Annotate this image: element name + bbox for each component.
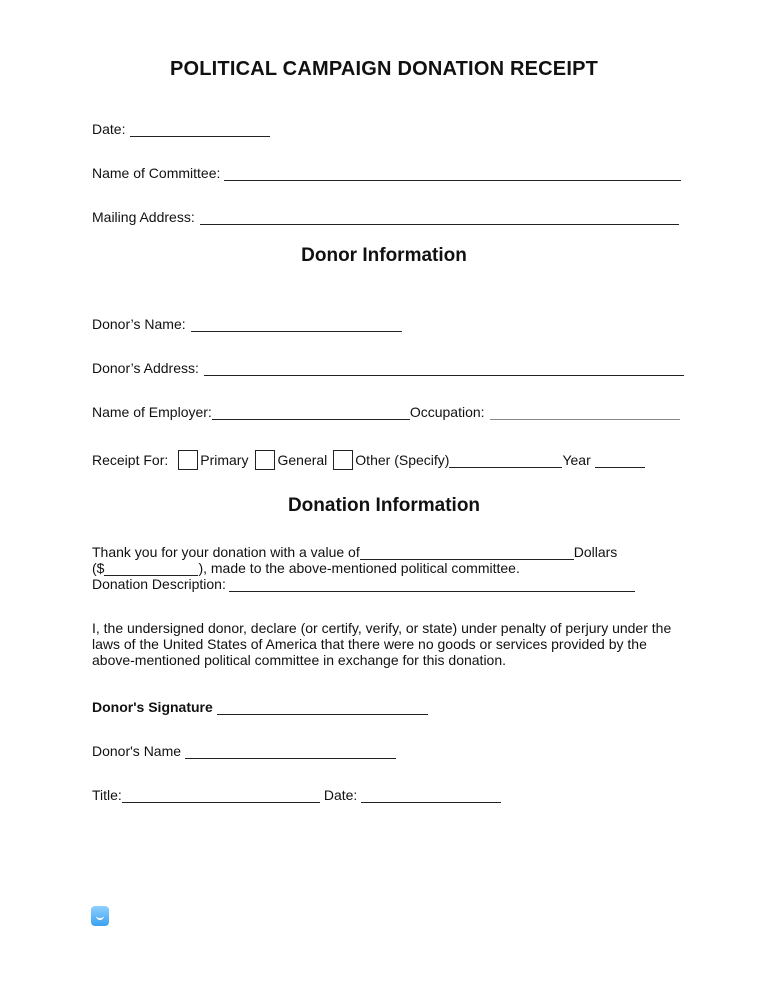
general-option-label: General	[277, 452, 328, 468]
title-date-row	[92, 787, 501, 803]
description-label: Donation Description:	[92, 576, 226, 592]
date-label: Date:	[92, 121, 126, 137]
thanks-text: Thank you for your donation with a value of	[92, 544, 360, 560]
date-row	[92, 121, 270, 137]
occupation-field[interactable]	[490, 405, 680, 420]
donor-name-label: Donor’s Name:	[92, 316, 186, 332]
signature-date-field[interactable]	[361, 788, 501, 803]
donation-amount-row	[92, 560, 520, 576]
general-checkbox[interactable]	[255, 450, 275, 470]
donation-value-row	[92, 544, 617, 560]
employer-field[interactable]	[212, 405, 410, 420]
employer-row	[92, 404, 680, 420]
donor-info-heading: Donor Information	[301, 245, 467, 266]
occupation-label: Occupation:	[409, 404, 485, 420]
year-label: Year	[562, 452, 591, 468]
primary-checkbox[interactable]	[178, 450, 198, 470]
signature-date-label: Date:	[323, 787, 358, 803]
declaration-paragraph: I, the undersigned donor, declare (or certify, verify, or state) under penalty of perjury under the laws of the United States of America that there were no goods or services provided by the above-mentioned political committee in exchange for this donation.	[92, 620, 672, 668]
donor-address-field[interactable]	[204, 361, 684, 376]
receipt-for-row	[92, 448, 645, 468]
eforms-logo-icon	[91, 906, 109, 926]
other-specify-field[interactable]	[449, 453, 562, 468]
other-option-label: Other (Specify)	[355, 452, 450, 468]
title-field[interactable]	[122, 788, 320, 803]
signer-name-row	[92, 743, 396, 759]
dollars-word: Dollars	[573, 544, 618, 560]
employer-label: Name of Employer:	[92, 404, 212, 420]
committee-row	[92, 165, 681, 181]
signature-row	[92, 699, 428, 715]
donation-value-field[interactable]	[360, 545, 574, 560]
other-checkbox[interactable]	[333, 450, 353, 470]
year-field[interactable]	[595, 453, 645, 468]
signer-name-label: Donor's Name	[92, 743, 182, 759]
mailing-label: Mailing Address:	[92, 209, 195, 225]
donation-info-heading: Donation Information	[287, 495, 481, 516]
donor-address-row	[92, 360, 684, 376]
donor-name-field[interactable]	[191, 317, 402, 332]
signer-name-field[interactable]	[185, 744, 396, 759]
signature-field[interactable]	[217, 700, 428, 715]
donor-name-row	[92, 316, 402, 332]
amount-prefix: ($	[92, 560, 105, 576]
document-title: POLITICAL CAMPAIGN DONATION RECEIPT	[169, 58, 599, 80]
title-label: Title:	[92, 787, 122, 803]
primary-option-label: Primary	[200, 452, 249, 468]
committee-label: Name of Committee:	[92, 165, 221, 181]
description-field[interactable]	[229, 577, 635, 592]
donor-address-label: Donor’s Address:	[92, 360, 199, 376]
committee-field[interactable]	[224, 166, 681, 181]
receipt-for-label: Receipt For:	[92, 452, 169, 468]
mailing-row	[92, 209, 679, 225]
amount-suffix: ), made to the above-mentioned political committee.	[198, 560, 520, 576]
description-row	[92, 576, 635, 592]
mailing-address-field[interactable]	[200, 210, 679, 225]
donation-amount-field[interactable]	[104, 561, 198, 576]
date-field[interactable]	[130, 122, 270, 137]
signature-label: Donor's Signature	[92, 699, 213, 715]
